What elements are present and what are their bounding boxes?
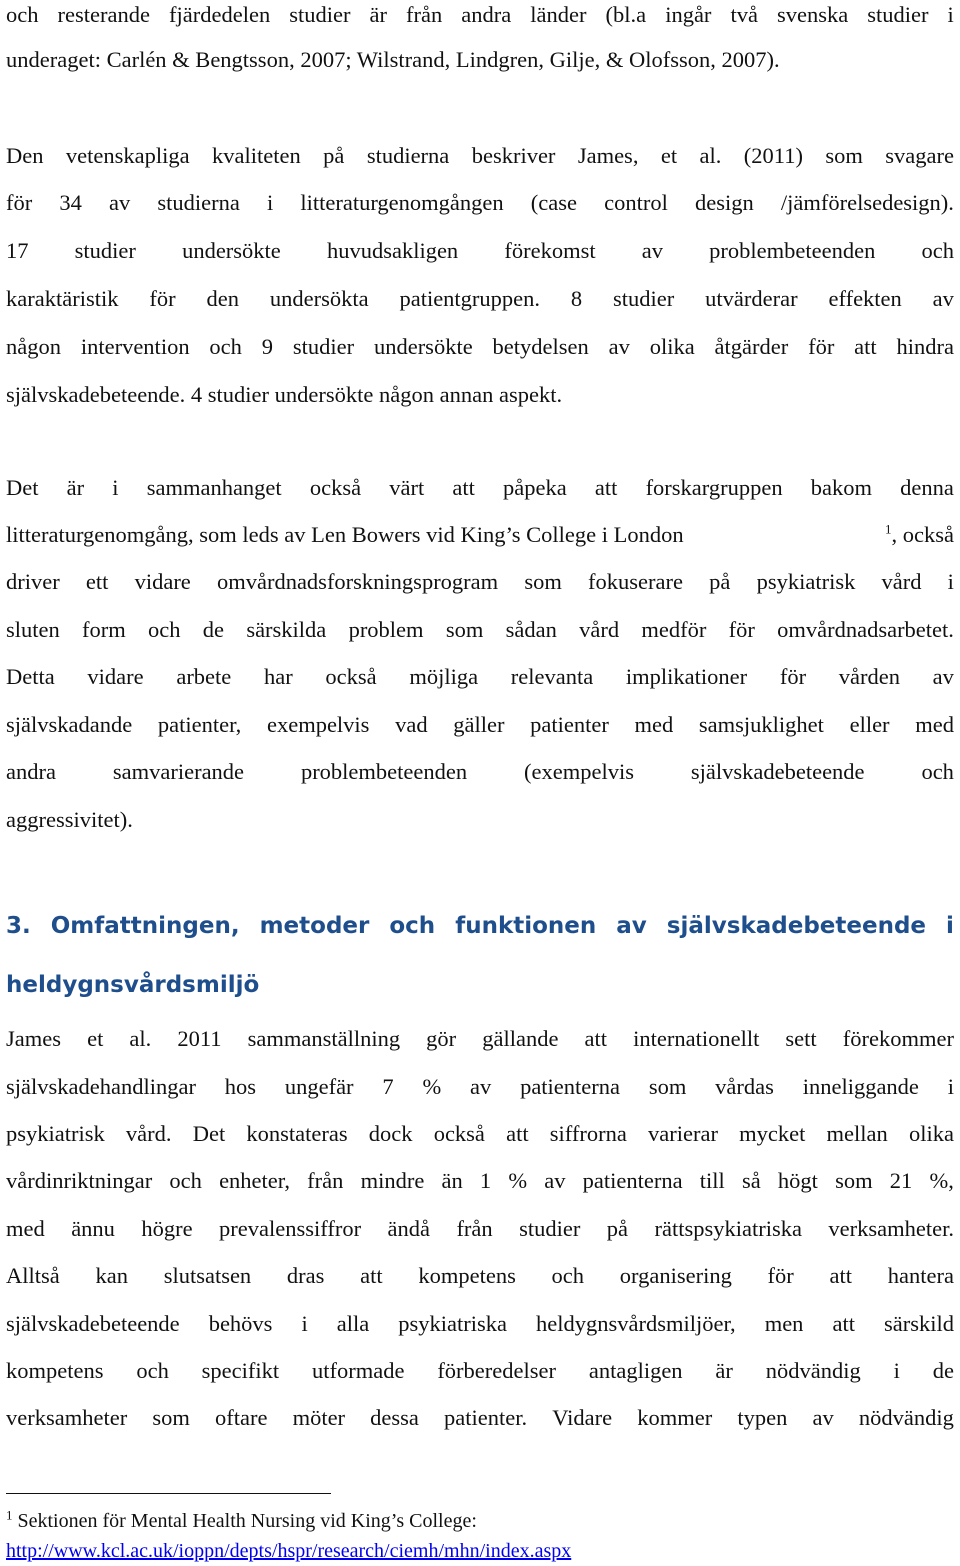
word: att — [506, 1121, 529, 1146]
footnote-number: 1 — [6, 1507, 13, 1523]
word: psykiatrisk — [756, 569, 856, 594]
word: och — [6, 2, 39, 27]
word: James, — [577, 143, 639, 168]
paragraph-line: aggressivitet). — [6, 807, 133, 832]
word: typen — [737, 1405, 788, 1430]
word: utvärderar — [705, 286, 798, 311]
word: i — [893, 1358, 900, 1383]
word: vård — [881, 569, 922, 594]
word: i — [947, 2, 954, 27]
word: studier — [292, 334, 355, 359]
word: och — [148, 617, 181, 642]
paragraph-line — [6, 1261, 954, 1291]
word: att — [360, 1263, 383, 1288]
word: är — [715, 1358, 733, 1383]
word: beskriver — [471, 143, 556, 168]
word: för — [149, 286, 176, 311]
word: kommer — [637, 1405, 713, 1430]
paragraph-line: underaget: Carlén & Bengtsson, 2007; Wilstrand, Lindgren, Gilje, & Olofsson, 2007). — [6, 47, 780, 72]
word: Det — [192, 1121, 226, 1146]
word: vård. — [125, 1121, 172, 1146]
paragraph-line — [6, 662, 954, 692]
paragraph-line — [6, 1119, 954, 1149]
footnote-separator — [6, 1493, 331, 1494]
word: möjliga — [409, 664, 479, 689]
paragraph-line — [6, 1072, 954, 1102]
word: (case — [530, 190, 577, 215]
word: och — [921, 238, 954, 263]
word: länder — [530, 2, 587, 27]
word: al. — [699, 143, 722, 168]
word: 7 — [382, 1074, 394, 1099]
word: självskadehandlingar — [6, 1074, 196, 1099]
word: som — [445, 617, 484, 642]
word: resterande — [57, 2, 150, 27]
word: som — [152, 1405, 190, 1430]
paragraph-line — [6, 188, 954, 218]
word: patienterna — [520, 1074, 621, 1099]
word: vårdinriktningar — [6, 1168, 153, 1193]
word: 8 — [570, 286, 583, 311]
word: av — [932, 286, 954, 311]
word: kompetens — [418, 1263, 516, 1288]
paragraph-line — [6, 1214, 954, 1244]
word: patienterna — [582, 1168, 683, 1193]
word: för — [6, 190, 33, 215]
word: forskargruppen — [645, 475, 783, 500]
word: prevalenssiffror — [219, 1216, 362, 1241]
footnote-link[interactable]: http://www.kcl.ac.uk/ioppn/depts/hspr/research/ciemh/mhn/index.aspx — [6, 1540, 572, 1562]
word: och — [389, 913, 436, 939]
word: två — [730, 2, 758, 27]
word: och — [921, 759, 954, 784]
word: (bl.a — [605, 2, 647, 27]
word: undersökta — [269, 286, 369, 311]
word: kompetens — [6, 1358, 104, 1383]
word: som — [524, 569, 562, 594]
word: i — [946, 913, 954, 939]
word: implikationer — [625, 664, 748, 689]
word: andra — [461, 2, 512, 27]
word: undersökte — [373, 334, 473, 359]
line-text-end — [885, 520, 954, 550]
word: 2011 — [177, 1026, 222, 1051]
word: för — [808, 334, 835, 359]
word: självskadebeteende — [666, 913, 927, 939]
word: studier — [289, 2, 351, 27]
word: design — [694, 190, 754, 215]
word: självskadebeteende — [6, 1311, 180, 1336]
word: Det — [6, 475, 39, 500]
word: 17 — [6, 238, 29, 263]
word: omvårdnadsforskningsprogram — [216, 569, 499, 594]
word: patienter. — [444, 1405, 528, 1430]
section-heading: heldygnsvårdsmiljö — [6, 972, 260, 998]
word: undersökte — [182, 238, 281, 263]
word: sluten — [6, 617, 60, 642]
word: medför — [641, 617, 707, 642]
paragraph-line — [6, 615, 954, 645]
word: med — [634, 712, 674, 737]
word: av — [470, 1074, 492, 1099]
paragraph-line — [6, 332, 954, 362]
word: i — [947, 1074, 954, 1099]
word: också — [433, 1121, 485, 1146]
word: av — [608, 334, 630, 359]
footnote-ref[interactable]: 1 — [885, 521, 892, 537]
word: självskadande — [6, 712, 133, 737]
word: gäller — [453, 712, 505, 737]
word: andra — [6, 759, 56, 784]
word: på — [709, 569, 731, 594]
word: studier — [867, 2, 929, 27]
footnote — [6, 1508, 477, 1534]
word: studierna — [157, 190, 240, 215]
word: samvarierande — [112, 759, 245, 784]
word: denna — [900, 475, 954, 500]
word: mellan — [826, 1121, 888, 1146]
paragraph-line — [6, 757, 954, 787]
footnote-link-line — [6, 1538, 571, 1564]
word: bakom — [810, 475, 873, 500]
word: hos — [224, 1074, 257, 1099]
word: vetenskapliga — [65, 143, 190, 168]
word: oftare — [214, 1405, 268, 1430]
word: möter — [292, 1405, 346, 1430]
word: al. — [129, 1026, 152, 1051]
word: på — [323, 143, 345, 168]
paragraph-line — [6, 1356, 954, 1386]
word: problembeteenden — [709, 238, 876, 263]
word: patientgruppen. — [399, 286, 541, 311]
word: Detta — [6, 664, 55, 689]
word: arbete — [176, 664, 232, 689]
word: ännu — [71, 1216, 115, 1241]
word: 1 — [479, 1168, 492, 1193]
word: vården — [838, 664, 900, 689]
word: inneliggande — [802, 1074, 919, 1099]
word: hindra — [896, 334, 954, 359]
word: också — [309, 475, 362, 500]
word: sådan — [505, 617, 557, 642]
word: till — [699, 1168, 725, 1193]
word: svenska — [776, 2, 849, 27]
word: i — [947, 569, 954, 594]
word: högt — [777, 1168, 818, 1193]
word: (2011) — [743, 143, 803, 168]
word: specifikt — [201, 1358, 280, 1383]
paragraph-line — [6, 710, 954, 740]
word: i — [266, 190, 274, 215]
word: av — [641, 238, 663, 263]
word: utformade — [312, 1358, 405, 1383]
word: James — [6, 1026, 61, 1051]
word: olika — [649, 334, 695, 359]
word: från — [456, 1216, 493, 1241]
word: att — [594, 475, 618, 500]
word: och — [551, 1263, 585, 1288]
word: alla — [336, 1311, 370, 1336]
word: funktionen — [455, 913, 597, 939]
word: et — [660, 143, 678, 168]
word: dras — [286, 1263, 325, 1288]
word: förekomst — [504, 238, 596, 263]
word: åtgärder — [714, 334, 789, 359]
word: studier — [613, 286, 675, 311]
word: siffrorna — [549, 1121, 627, 1146]
paragraph-line: självskadebeteende. 4 studier undersökte någon annan aspekt. — [6, 382, 563, 407]
paragraph-line — [6, 0, 954, 30]
word: har — [263, 664, 293, 689]
word: förekommer — [842, 1026, 954, 1051]
paragraph-line — [6, 1403, 954, 1433]
word: litteraturgenomgången — [300, 190, 504, 215]
word: för — [779, 664, 807, 689]
word: % — [508, 1168, 528, 1193]
word: på — [606, 1216, 629, 1241]
word: så — [741, 1168, 761, 1193]
word: är — [369, 2, 387, 27]
word: psykiatriska — [398, 1311, 507, 1336]
word: patienter — [530, 712, 609, 737]
word: mycket — [739, 1121, 806, 1146]
word: huvudsakligen — [326, 238, 459, 263]
word: dessa — [370, 1405, 419, 1430]
word: metoder — [259, 913, 370, 939]
word: samsjuklighet — [698, 712, 824, 737]
word: fokuserare — [588, 569, 683, 594]
word: vårdas — [715, 1074, 774, 1099]
word: kan — [95, 1263, 128, 1288]
word: vidare — [134, 569, 191, 594]
word: studier — [74, 238, 136, 263]
word: et — [87, 1026, 104, 1051]
word: Omfattningen, — [50, 913, 240, 939]
word: att — [452, 475, 475, 500]
word: och — [136, 1358, 169, 1383]
word: studierna — [366, 143, 450, 168]
paragraph-line — [6, 473, 954, 503]
word: ungefär — [284, 1074, 354, 1099]
word: någon — [6, 334, 61, 359]
word: att — [832, 1311, 855, 1336]
word: Den — [6, 143, 44, 168]
word: slutsatsen — [163, 1263, 252, 1288]
word: från — [406, 2, 443, 27]
paragraph-line — [6, 141, 954, 171]
word: vad — [395, 712, 428, 737]
word: ändå — [387, 1216, 430, 1241]
word: särskild — [883, 1311, 954, 1336]
word: organisering — [619, 1263, 732, 1288]
word: sett — [785, 1026, 817, 1051]
word: nödvändig — [858, 1405, 954, 1430]
word: behövs — [208, 1311, 273, 1336]
word: ett — [85, 569, 109, 594]
word: från — [307, 1168, 344, 1193]
word: svagare — [885, 143, 954, 168]
word: är — [66, 475, 85, 500]
word: konstateras — [246, 1121, 348, 1146]
word: problem — [348, 617, 424, 642]
word: av — [109, 190, 131, 215]
paragraph-line — [6, 520, 954, 550]
word: antagligen — [588, 1358, 683, 1383]
word: men — [764, 1311, 804, 1336]
word: mindre — [360, 1168, 425, 1193]
word: av — [932, 664, 954, 689]
word: rättspsykiatriska — [654, 1216, 802, 1241]
section-heading — [6, 910, 954, 942]
word: med — [915, 712, 954, 737]
word: driver — [6, 569, 60, 594]
word: än — [441, 1168, 463, 1193]
word: i — [301, 1311, 308, 1336]
word: heldygnsvårdsmiljöer, — [535, 1311, 736, 1336]
word: särskilda — [246, 617, 327, 642]
word: att — [829, 1263, 853, 1288]
word: att — [854, 334, 877, 359]
word: olika — [908, 1121, 954, 1146]
word: den — [206, 286, 239, 311]
word: högre — [141, 1216, 193, 1241]
word: 9 — [261, 334, 274, 359]
paragraph-line — [6, 567, 954, 597]
word: ingår — [665, 2, 712, 27]
word: %, — [929, 1168, 954, 1193]
word: effekten — [828, 286, 902, 311]
word: vård — [579, 617, 620, 642]
word: och — [169, 1168, 202, 1193]
line-text-start: litteraturgenomgång, som leds av Len Bowers vid King’s College i London — [6, 522, 684, 547]
word: internationellt — [633, 1026, 760, 1051]
word: också — [325, 664, 377, 689]
word: 3. — [6, 913, 31, 939]
word: relevanta — [510, 664, 594, 689]
word: de — [202, 617, 225, 642]
word: att — [584, 1026, 608, 1051]
word: problembeteenden — [300, 759, 468, 784]
word: omvårdnadsarbetet. — [777, 617, 954, 642]
word: gällande — [482, 1026, 559, 1051]
word: av — [616, 913, 647, 939]
word: gör — [426, 1026, 457, 1051]
word: patienter, — [157, 712, 242, 737]
word: av — [544, 1168, 566, 1193]
word: hantera — [887, 1263, 954, 1288]
word: självskadebeteende — [690, 759, 865, 784]
paragraph-line — [6, 1309, 954, 1339]
paragraph-line — [6, 236, 954, 266]
word: intervention — [80, 334, 190, 359]
word: (exempelvis — [524, 759, 634, 784]
word: control — [604, 190, 668, 215]
word: kvaliteten — [212, 143, 301, 168]
word: med — [6, 1216, 45, 1241]
word: som — [835, 1168, 873, 1193]
word: varierar — [648, 1121, 718, 1146]
word: som — [825, 143, 863, 168]
word: 34 — [59, 190, 82, 215]
word: Alltså — [6, 1263, 60, 1288]
word: verksamheter. — [828, 1216, 954, 1241]
word: nödvändig — [765, 1358, 861, 1383]
word: i — [112, 475, 119, 500]
word: verksamheter — [6, 1405, 128, 1430]
word: vidare — [87, 664, 144, 689]
word: sammanhanget — [146, 475, 282, 500]
word: påpeka — [503, 475, 567, 500]
word: fjärdedelen — [169, 2, 271, 27]
word: värt — [389, 475, 425, 500]
word: förberedelser — [437, 1358, 556, 1383]
paragraph-line — [6, 284, 954, 314]
word: psykiatrisk — [6, 1121, 105, 1146]
word: 21 — [889, 1168, 913, 1193]
word: de — [932, 1358, 954, 1383]
word: form — [82, 617, 126, 642]
word: enheter, — [219, 1168, 290, 1193]
word: eller — [849, 712, 890, 737]
word: % — [422, 1074, 442, 1099]
footnote-text: Sektionen för Mental Health Nursing vid King’s College: — [12, 1510, 477, 1532]
word: Vidare — [552, 1405, 613, 1430]
word: /jämförelsedesign). — [780, 190, 954, 215]
word: och — [209, 334, 242, 359]
word: studier — [519, 1216, 581, 1241]
word: sammanställning — [247, 1026, 401, 1051]
word: betydelsen — [492, 334, 589, 359]
word: för — [728, 617, 755, 642]
line-text-tail: , också — [891, 522, 954, 547]
word: som — [648, 1074, 687, 1099]
word: exempelvis — [266, 712, 370, 737]
word: karaktäristik — [6, 286, 119, 311]
paragraph-line — [6, 1024, 954, 1054]
word: av — [812, 1405, 834, 1430]
word: för — [767, 1263, 794, 1288]
paragraph-line — [6, 1166, 954, 1196]
word: dock — [368, 1121, 413, 1146]
